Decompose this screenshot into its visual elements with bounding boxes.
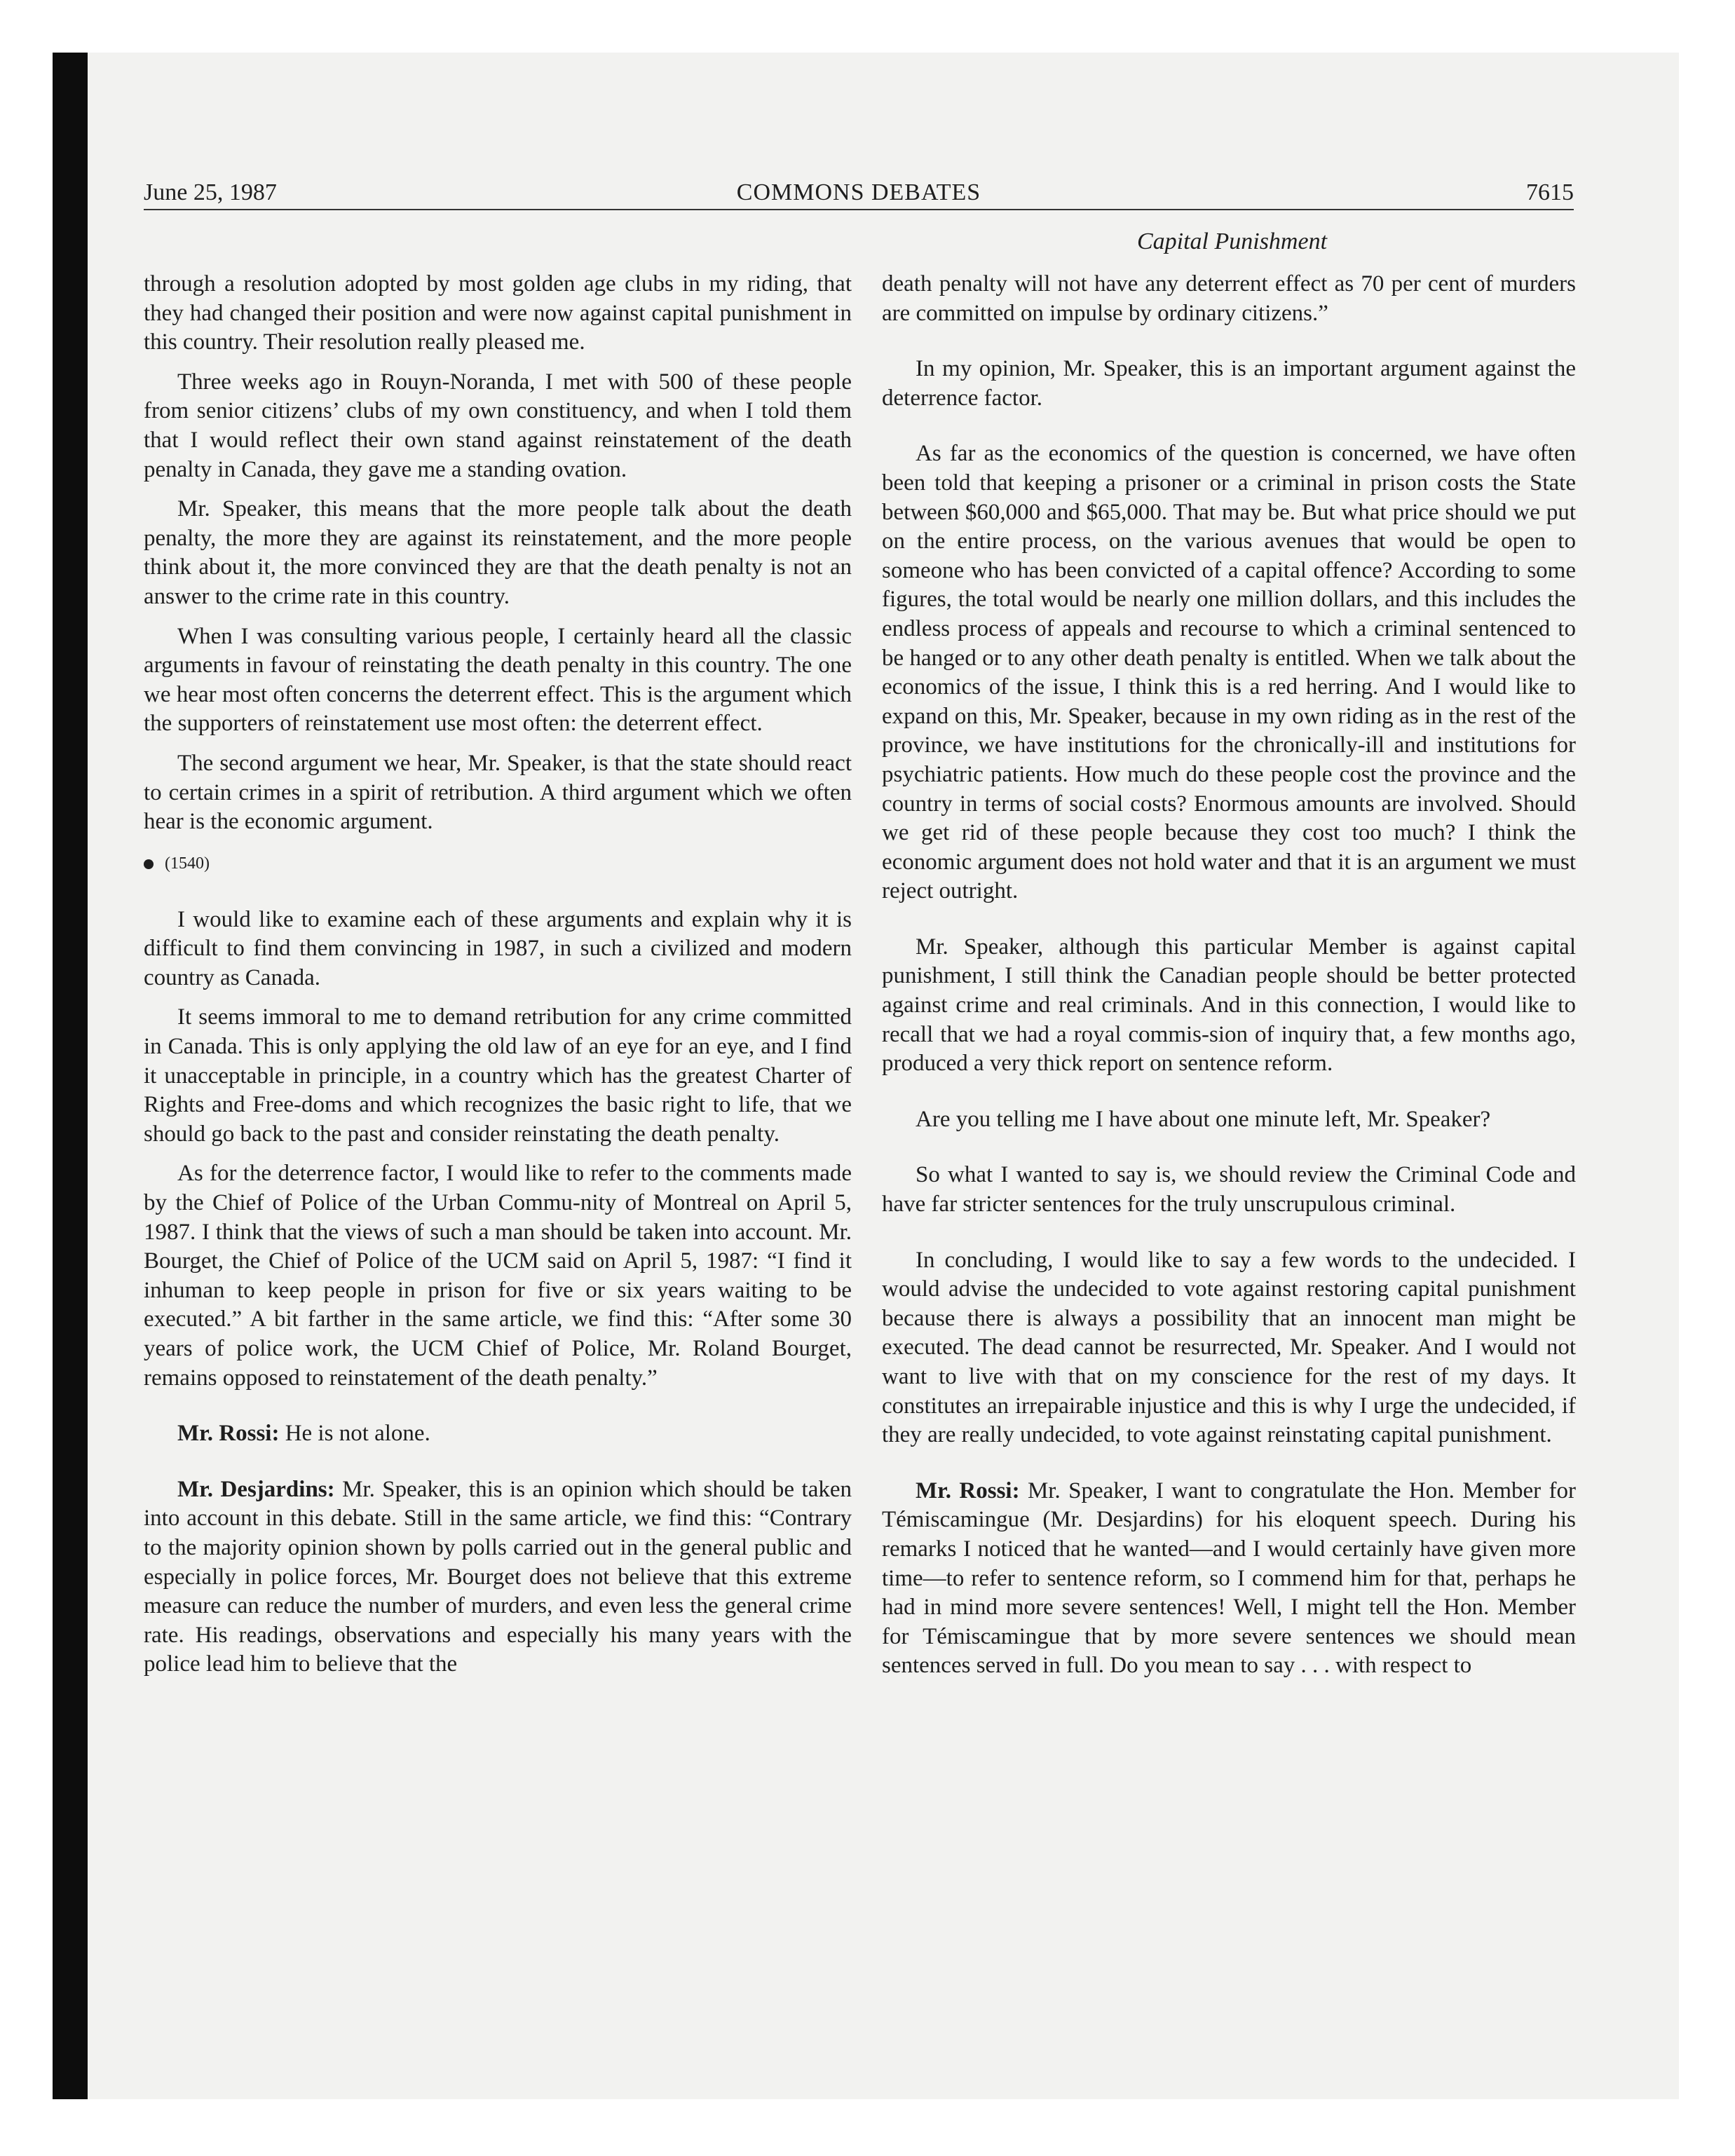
speech-paragraph bbox=[144, 1419, 852, 1449]
scan-border bbox=[53, 53, 88, 2099]
paragraph: As far as the economics of the question is concerned, we have often been told that keeping a prisoner or a criminal in prison costs the State between $60,000 and $65,000. That may be. But what price should we put on the entire process, on the various avenues that would be open to someone who has been convicted of a capital offence? According to some figures, the total would be nearly one million dollars, and this includes the endless process of appeals and recourse to which a criminal sentenced to be hanged or to any other death penalty is entitled. When we talk about the economics of the issue, I think this is a red herring. And I would like to expand on this, Mr. Speaker, because in my own riding as in the rest of the province, we have institutions for the chronically-ill and institutions for psychiatric patients. How much do these people cost the province and the country in terms of social costs? Enormous amounts are involved. Should we get rid of these people because they cost too much? I think the economic argument does not hold water and that it is an argument we must reject outright. bbox=[882, 441, 1576, 904]
right-column bbox=[882, 270, 1576, 1952]
speech-text: Mr. Speaker, this is an opinion which should be taken into account in this debate. Still in the same article, we find this: “Contrary to the majority opinion shown by polls carried out in the general public and especially in police forces, Mr. Bourget does not believe that this extreme measure can reduce the number of murders, and even less the general crime rate. His readings, observations and especially his many years with the police lead him to believe that the bbox=[144, 1476, 852, 1677]
header-date: June 25, 1987 bbox=[144, 179, 277, 205]
header-rule bbox=[144, 209, 1574, 210]
speech-text: Mr. Speaker, I want to congratulate the Hon. Member for Témiscamingue (Mr. Desjardins) for his eloquent speech. During his remarks I noticed that he wanted—and I would certainly have given more time—to refer to sentence reform, so I commend him for that, perhaps he had in mind more severe sentences! Well, I might tell the Hon. Member for Témiscamingue that by more severe sentences we should mean sentences served in full. Do you mean to say . . . with respect to bbox=[882, 1478, 1576, 1679]
paragraph: I would like to examine each of these arguments and explain why it is difficult to find them convincing in 1987, in such a civilized and modern country as Canada. bbox=[144, 906, 852, 990]
bullet-icon bbox=[144, 859, 154, 869]
paragraph: In my opinion, Mr. Speaker, this is an important argument against the deterrence factor. bbox=[882, 356, 1576, 411]
speech-paragraph bbox=[882, 1477, 1576, 1681]
speaker-name: Mr. Desjardins: bbox=[177, 1476, 335, 1502]
paragraph: The second argument we hear, Mr. Speaker, is that the state should react to certain crimes in a spirit of retribution. A third argument which we often hear is the economic argument. bbox=[144, 750, 852, 835]
time-marker bbox=[144, 850, 852, 878]
left-column bbox=[144, 270, 852, 1952]
paragraph: Three weeks ago in Rouyn-Noranda, I met with 500 of these people from senior citizens’ clubs of my own constituency, and when I told them that I would reflect their own stand against reinstatement of the death penalty in Canada, they gave me a standing ovation. bbox=[144, 369, 852, 482]
page-header bbox=[144, 175, 1574, 210]
speaker-name: Mr. Rossi: bbox=[177, 1421, 280, 1447]
time-marker-label: (1540) bbox=[165, 854, 210, 873]
speaker-name: Mr. Rossi: bbox=[916, 1478, 1020, 1503]
paragraph: So what I wanted to say is, we should review the Criminal Code and have far stricter sentences for the truly unscrupulous criminal. bbox=[882, 1162, 1576, 1217]
page-number: 7615 bbox=[1526, 179, 1574, 205]
paragraph: In concluding, I would like to say a few words to the undecided. I would advise the undecided to vote against restoring capital punishment because there is always a possibility that an innocent man might be executed. The dead cannot be resurrected, Mr. Speaker. And I would not want to live with that on my conscience for the rest of my days. It constitutes an irrepairable injustice and this is why I urge the undecided, if they are really undecided, to vote against reinstating capital punishment. bbox=[882, 1247, 1576, 1448]
paragraph: It seems immoral to me to demand retribution for any crime committed in Canada. This is only applying the old law of an eye for an eye, and I find it unacceptable in principle, in a country which has the greatest Charter of Rights and Free-doms and which recognizes the basic right to life, that we should go back to the past and consider reinstating the death penalty. bbox=[144, 1004, 852, 1147]
header-publication: COMMONS DEBATES bbox=[736, 179, 981, 205]
speech-text: He is not alone. bbox=[279, 1421, 430, 1447]
running-head: Capital Punishment bbox=[1136, 228, 1328, 254]
paragraph: Are you telling me I have about one minute left, Mr. Speaker? bbox=[916, 1106, 1491, 1132]
paragraph: death penalty will not have any deterrent effect as 70 per cent of murders are committed on impulse by ordinary citizens.” bbox=[882, 271, 1576, 326]
paragraph: As for the deterrence factor, I would like to refer to the comments made by the Chief of Police of the Urban Commu-nity of Montreal on April 5, 1987. I think that the views of such a man should be taken into account. Mr. Bourget, the Chief of Police of the UCM said on April 5, 1987: “I find it inhuman to keep people in prison for five or six years waiting to be executed.” A bit farther in the same article, we find this: “After some 30 years of police work, the UCM Chief of Police, Mr. Roland Bourget, remains opposed to reinstatement of the death penalty.” bbox=[144, 1161, 852, 1391]
paragraph: When I was consulting various people, I certainly heard all the classic arguments in favour of reinstating the death penalty in this country. The one we hear most often concerns the deterrent effect. This is the argument which the supporters of reinstatement use most often: the deterrent effect. bbox=[144, 623, 852, 737]
paragraph: Mr. Speaker, although this particular Member is against capital punishment, I still think the Canadian people should be better protected against crime and real criminals. And in this connection, I would like to recall that we had a royal commis-sion of inquiry that, a few months ago, produced a very thick report on sentence reform. bbox=[882, 934, 1576, 1077]
speech-paragraph bbox=[144, 1475, 852, 1679]
paragraph: through a resolution adopted by most golden age clubs in my riding, that they had changed their position and were now against capital punishment in this country. Their resolution really pleased me. bbox=[144, 271, 852, 355]
paragraph: Mr. Speaker, this means that the more people talk about the death penalty, the more they are against its reinstatement, and the more people think about it, the more convinced they are that the death penalty is not an answer to the crime rate in this country. bbox=[144, 496, 852, 609]
